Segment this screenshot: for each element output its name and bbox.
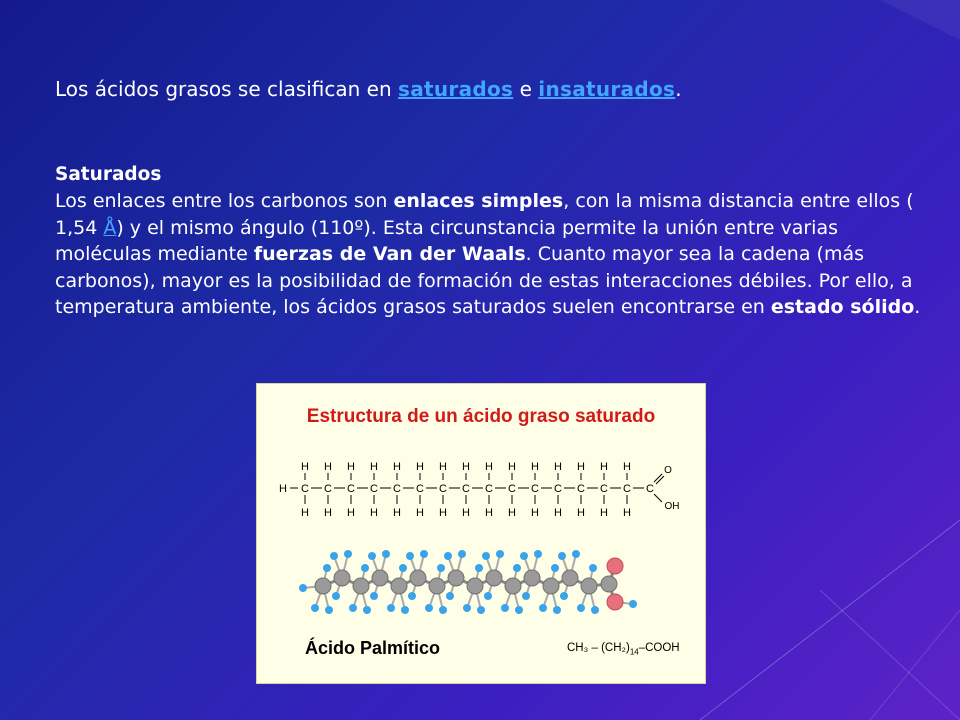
carbon-atom [601,576,617,592]
carbon-atom [410,570,426,586]
atom-h-label: H [416,507,424,519]
carbon-atom [524,570,540,586]
hydrogen-atom [520,552,528,560]
atom-h-label: H [370,461,378,473]
atom-c-label: C [623,483,631,495]
atom-h-label: H [485,461,493,473]
atom-oh-label: OH [664,501,680,512]
atom-h-label: H [531,461,539,473]
atom-h-label: H [508,507,516,519]
atom-c-label: C [416,483,424,495]
carbon-atom [562,570,578,586]
hydrogen-atom [496,550,504,558]
para-text-4: . Cuanto mayor sea la cadena (más carbonos), mayor es la posibilidad de formación de estas interacciones débiles. Por ello, a temperatura ambiente, los ácidos grasos saturados suelen encontrarse en [55,243,913,318]
carbon-atom [353,578,369,594]
hydrogen-atom [330,552,338,560]
hydrogen-atom [363,606,371,614]
carbon-atom [505,578,521,594]
hydrogen-atom [551,564,559,572]
section-heading: Saturados [55,164,162,185]
hydrogen-atom [484,592,492,600]
atom-h-label: H [485,507,493,519]
intro-text-end: . [675,77,682,101]
hydrogen-atom [534,550,542,558]
section-paragraph [55,188,935,321]
hydrogen-atom [349,604,357,612]
hydrogen-atom [311,604,319,612]
formula-part-b: –COOH [638,642,680,654]
atom-c-label: C [462,483,470,495]
atom-h-label: H [600,461,608,473]
bond-line [656,476,664,484]
hydrogen-atom [475,564,483,572]
atom-h-label: H [623,507,631,519]
carbon-atom [467,578,483,594]
atom-h-label: H [301,461,309,473]
hydrogen-atom [382,550,390,558]
carbon-atom [372,570,388,586]
para-bold-enlaces: enlaces simples [393,190,564,212]
carbon-atom [391,578,407,594]
hydrogen-atom [387,604,395,612]
atom-h-label: H [554,461,562,473]
atom-h-label: H [439,507,447,519]
atom-h-label: H [623,461,631,473]
hydrogen-atom [458,550,466,558]
carbon-atom [543,578,559,594]
atom-h-label: H [577,507,585,519]
hydrogen-atom [420,550,428,558]
atom-h-label: H [347,507,355,519]
atom-h-label: H [462,507,470,519]
atom-h-label: H [439,461,447,473]
atom-h-label: H [531,507,539,519]
atom-c-label: C [600,483,608,495]
hydrogen-atom [370,592,378,600]
angstrom-link[interactable]: Å [103,216,117,239]
atom-c-label: C [301,483,309,495]
atom-c-label: C [531,483,539,495]
atom-c-label: C [347,483,355,495]
hydrogen-atom [408,592,416,600]
intro-text: Los ácidos grasos se clasifican en [55,77,399,101]
atom-c-label: C [646,483,654,495]
hydrogen-atom [591,606,599,614]
atom-c-label: C [393,483,401,495]
hydrogen-atom [344,550,352,558]
hydrogen-atom [446,592,454,600]
hydrogen-atom [553,606,561,614]
atom-c-label: C [577,483,585,495]
saturados-link[interactable]: saturados [398,77,514,101]
bond-line [654,474,662,482]
formula-subscript: 14 [629,647,639,657]
atom-h-label: H [370,507,378,519]
atom-c-label: C [324,483,332,495]
oxygen-atom [607,558,623,574]
hydrogen-atom [558,552,566,560]
oxygen-atom [607,594,623,610]
hydrogen-atom [501,604,509,612]
hydrogen-atom [444,552,452,560]
hydrogen-atom [560,592,568,600]
atom-h-label: H [347,461,355,473]
carbon-atom [448,570,464,586]
hydrogen-atom [629,600,637,608]
atom-h-label: H [301,507,309,519]
hydrogen-atom [399,564,407,572]
figure-title: Estructura de un ácido graso saturado [306,406,656,427]
atom-h-label: H [393,461,401,473]
intro-text-mid: e [513,77,539,101]
atom-h-label: H [554,507,562,519]
fatty-acid-figure [256,383,706,684]
atom-c-label: C [508,483,516,495]
atom-h-label: H [324,461,332,473]
atom-h-label: H [600,507,608,519]
hydrogen-atom [589,564,597,572]
atom-o-label: O [664,465,672,476]
hydrogen-atom [463,604,471,612]
atom-h-label: H [577,461,585,473]
carbon-atom [334,570,350,586]
hydrogen-atom [513,564,521,572]
insaturados-link[interactable]: insaturados [538,77,676,101]
atom-h-label: H [462,461,470,473]
para-text-3: ) y el mismo ángulo (110º). Esta circunstancia permite la unión entre varias moléculas mediante [55,216,838,265]
hydrogen-atom [406,552,414,560]
carbon-atom [315,578,331,594]
hydrogen-atom [368,552,376,560]
hydrogen-atom [439,606,447,614]
atom-c-label: C [439,483,447,495]
hydrogen-atom [299,584,307,592]
carbon-atom [429,578,445,594]
hydrogen-atom [332,592,340,600]
atom-c-label: C [485,483,493,495]
hydrogen-atom [572,550,580,558]
atom-h-label: H [508,461,516,473]
hydrogen-atom [361,564,369,572]
para-text-5: . [914,296,921,318]
intro-sentence [55,76,915,102]
para-bold-estado-solido: estado sólido [770,296,915,318]
hydrogen-atom [482,552,490,560]
hydrogen-atom [522,592,530,600]
carbon-atom [486,570,502,586]
formula-part-a: CH₃ – (CH₂) [567,642,630,654]
atom-h-label: H [393,507,401,519]
atom-h-label: H [416,461,424,473]
molecule-name: Ácido Palmítico [305,638,441,658]
hydrogen-atom [577,604,585,612]
hydrogen-atom [425,604,433,612]
atom-c-label: C [554,483,562,495]
hydrogen-atom [323,564,331,572]
hydrogen-atom [325,606,333,614]
hydrogen-atom [539,604,547,612]
hydrogen-atom [477,606,485,614]
para-text-2: , con la misma distancia entre ellos ( 1,54 [55,190,914,239]
hydrogen-atom [515,606,523,614]
atom-c-label: C [370,483,378,495]
hydrogen-atom [437,564,445,572]
para-bold-van-der-waals: fuerzas de Van der Waals [253,243,526,265]
hydrogen-atom [401,606,409,614]
para-text-1: Los enlaces entre los carbonos son [55,190,394,212]
atom-h-label: H [324,507,332,519]
condensed-formula [567,642,680,656]
atom-h-label: H [279,483,287,495]
carbon-atom [581,578,597,594]
bond-line [654,494,662,502]
